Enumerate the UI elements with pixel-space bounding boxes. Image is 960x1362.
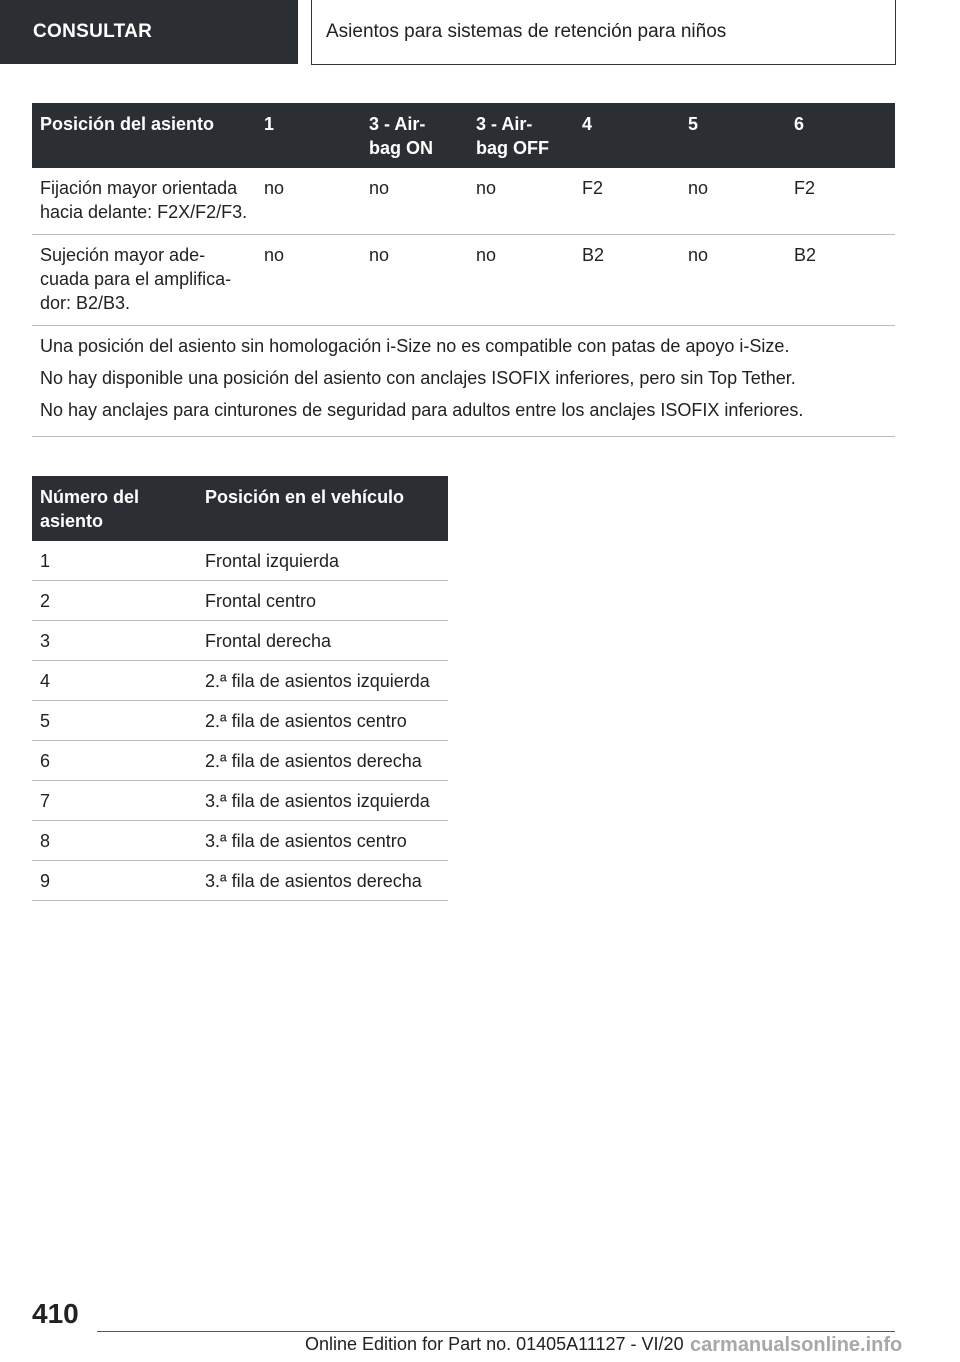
table-row <box>32 541 448 581</box>
column-header: 3 - Air- bag OFF <box>468 103 574 168</box>
page-title-box <box>311 0 896 65</box>
seat-location: 3.ª fila de asientos derecha <box>197 861 448 901</box>
notes-row <box>32 326 895 437</box>
seat-number: 5 <box>32 701 197 741</box>
seat-location: 3.ª fila de asientos izquierda <box>197 781 448 821</box>
footer-divider <box>97 1331 895 1332</box>
column-header: 5 <box>680 103 786 168</box>
column-header: 4 <box>574 103 680 168</box>
table-cell: no <box>256 235 361 326</box>
table-cell: no <box>468 235 574 326</box>
seat-location: Frontal izquierda <box>197 541 448 581</box>
table-row <box>32 861 448 901</box>
table-cell: no <box>361 168 468 235</box>
section-label: CONSULTAR <box>33 21 153 42</box>
seat-number: 3 <box>32 621 197 661</box>
seat-number: 7 <box>32 781 197 821</box>
seat-number: 1 <box>32 541 197 581</box>
table-row <box>32 621 448 661</box>
column-header: Número del asiento <box>32 476 197 541</box>
column-header: 3 - Air- bag ON <box>361 103 468 168</box>
table-cell: no <box>468 168 574 235</box>
column-header: Posición en el vehículo <box>197 476 448 541</box>
page-number: 410 <box>32 1298 79 1329</box>
table-cell: no <box>680 235 786 326</box>
table-header-row <box>32 103 895 168</box>
page-title: Asientos para sistemas de retención para niños <box>326 21 727 42</box>
seat-location: 3.ª fila de asientos centro <box>197 821 448 861</box>
seat-number: 4 <box>32 661 197 701</box>
notes-cell <box>32 326 895 437</box>
table-row <box>32 168 895 235</box>
table-row <box>32 781 448 821</box>
table-cell: F2 <box>574 168 680 235</box>
column-header: 6 <box>786 103 895 168</box>
column-header: Posición del asiento <box>32 103 256 168</box>
table-row <box>32 741 448 781</box>
seat-location: 2.ª fila de asientos centro <box>197 701 448 741</box>
table-row <box>32 821 448 861</box>
section-tab <box>0 0 298 64</box>
seat-number: 2 <box>32 581 197 621</box>
seat-position-table <box>32 103 895 437</box>
table-row <box>32 581 448 621</box>
table-row <box>32 701 448 741</box>
watermark-text: carmanualsonline.info <box>690 1334 903 1356</box>
table-cell: Sujeción mayor ade- cuada para el amplifica- dor: B2/B3. <box>32 235 256 326</box>
table-cell: Fijación mayor orientada hacia delante: F2X/F2/F3. <box>32 168 256 235</box>
note-text: No hay anclajes para cinturones de seguridad para adultos entre los anclajes ISOFIX inferiores. <box>40 400 804 420</box>
seat-location: Frontal derecha <box>197 621 448 661</box>
table-cell: B2 <box>786 235 895 326</box>
table-cell: no <box>361 235 468 326</box>
seat-number: 6 <box>32 741 197 781</box>
table-cell: F2 <box>786 168 895 235</box>
table-cell: B2 <box>574 235 680 326</box>
note-text: Una posición del asiento sin homologación i-Size no es compatible con patas de apoyo i-Size. <box>40 336 790 356</box>
table-header-row <box>32 476 448 541</box>
table-row <box>32 235 895 326</box>
table-row <box>32 661 448 701</box>
column-header: 1 <box>256 103 361 168</box>
seat-location: 2.ª fila de asientos izquierda <box>197 661 448 701</box>
seat-number: 9 <box>32 861 197 901</box>
note-text: No hay disponible una posición del asiento con anclajes ISOFIX inferiores, pero sin Top Tether. <box>40 368 796 388</box>
seat-number: 8 <box>32 821 197 861</box>
seat-location: 2.ª fila de asientos derecha <box>197 741 448 781</box>
edition-text: Online Edition for Part no. 01405A11127 - VI/20 <box>305 1334 684 1354</box>
table-cell: no <box>256 168 361 235</box>
seat-location: Frontal centro <box>197 581 448 621</box>
table-cell: no <box>680 168 786 235</box>
seat-number-table <box>32 476 448 901</box>
